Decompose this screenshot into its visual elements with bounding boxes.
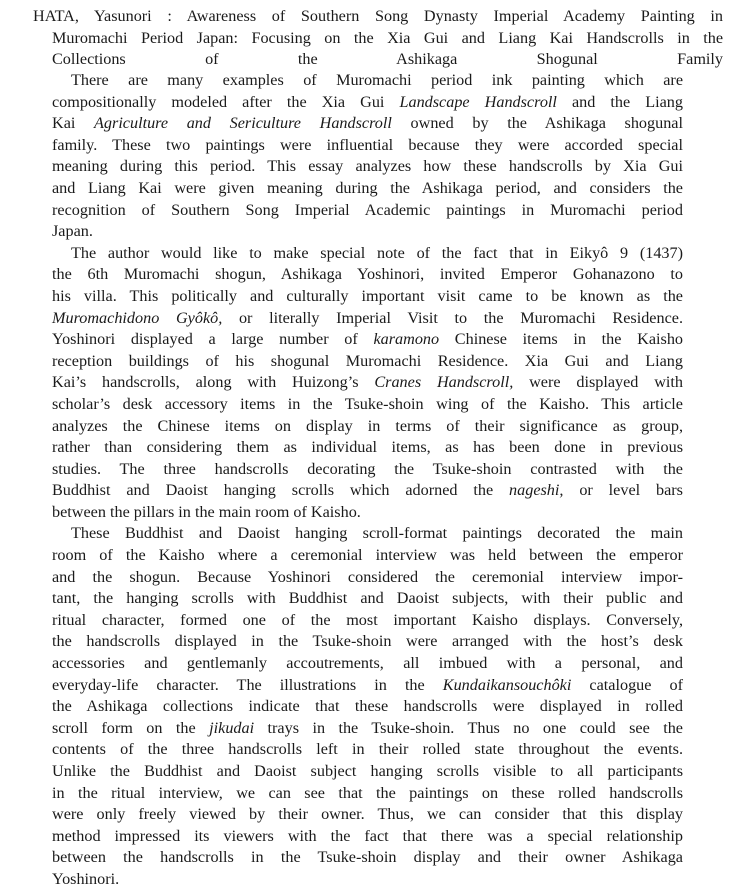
text-run: the Ashikaga collections indicate that these handscrolls were displayed in rolled <box>52 697 683 716</box>
heading-line-1: HATA, Yasunori : Awareness of Southern Song Dynasty Imperial Academy Painting in <box>33 7 723 25</box>
text-run: compositionally modeled after the Xia Gui <box>52 92 400 111</box>
italic-term: jikudai <box>209 718 255 737</box>
text-run: and Liang Kai were given meaning during the Ashikaga period, and considers the <box>52 178 683 197</box>
paragraph-1-line <box>52 200 683 222</box>
text-run: The author would like to make special note of the fact that in Eikyô 9 (1437) <box>71 243 683 262</box>
text-run: family. These two paintings were influential because they were accorded special <box>52 135 683 154</box>
text-run: Kai <box>52 114 95 133</box>
paragraph-2-line <box>52 351 683 373</box>
paragraph-1-line <box>52 113 683 135</box>
text-run: tant, the hanging scrolls with Buddhist and Daoist subjects, with their public and <box>52 589 683 608</box>
paragraph-3-line <box>52 610 683 632</box>
paragraph-2-line <box>52 264 683 286</box>
paragraph-1 <box>52 70 683 243</box>
paragraph-2-line <box>52 286 683 308</box>
text-run: trays in the Tsuke-shoin. Thus no one could see the <box>254 718 683 737</box>
italic-term: karamono <box>373 330 440 349</box>
text-run: Kai’s handscrolls, along with Huizong’s <box>52 373 375 392</box>
text-run: everyday-life character. The illustrations in the <box>52 675 443 694</box>
paragraph-1-line <box>52 178 683 200</box>
paragraph-2-line <box>52 502 683 524</box>
paragraph-1-line <box>52 70 683 92</box>
paragraph-2-line <box>52 372 683 394</box>
text-run: These Buddhist and Daoist hanging scroll-format paintings decorated the main <box>71 524 683 543</box>
text-run: or literally Imperial Visit to the Muromachi Residence. <box>222 308 683 327</box>
italic-term: nageshi, <box>509 481 564 500</box>
paragraph-3-line <box>52 826 683 848</box>
paragraph-2-line <box>52 480 683 502</box>
text-run: the 6th Muromachi shogun, Ashikaga Yoshinori, invited Emperor Gohanazono to <box>52 265 683 284</box>
text-run: room of the Kaisho where a ceremonial interview was held between the emperor <box>52 546 683 565</box>
text-run: rather than considering them as individual items, as has been done in previous <box>52 438 683 457</box>
paragraph-3 <box>52 523 683 890</box>
abstract-body <box>52 70 683 891</box>
text-run: meaning during this period. This essay analyzes how these handscrolls by Xia Gui <box>52 157 683 176</box>
text-run: method impressed its viewers with the fact that there was a special relationship <box>52 826 683 845</box>
paragraph-2-line <box>52 394 683 416</box>
paragraph-3-line <box>52 761 683 783</box>
text-run: There are many examples of Muromachi period ink painting which are <box>71 71 683 89</box>
text-run: recognition of Southern Song Imperial Academic paintings in Muromachi period <box>52 200 683 219</box>
text-run: the handscrolls displayed in the Tsuke-shoin were arranged with the host’s desk <box>52 632 683 651</box>
article-heading <box>33 6 723 71</box>
paragraph-1-line <box>52 156 683 178</box>
italic-term: Landscape Handscroll <box>399 92 557 111</box>
text-run: were displayed with <box>513 373 683 392</box>
text-run: scholar’s desk accessory items in the Tsuke-shoin wing of the Kaisho. This article <box>52 394 683 413</box>
text-run: and the Liang <box>556 92 683 111</box>
paragraph-3-line <box>52 631 683 653</box>
paragraph-3-line <box>52 869 683 891</box>
paragraph-3-line <box>52 675 683 697</box>
text-run: owned by the Ashikaga shogunal <box>391 114 683 133</box>
italic-term: Muromachidono Gyôkô, <box>52 308 223 327</box>
paragraph-2-line <box>52 437 683 459</box>
paragraph-3-line <box>52 739 683 761</box>
text-run: catalogue of <box>571 675 683 694</box>
text-run: Unlike the Buddhist and Daoist subject hanging scrolls visible to all participants <box>52 762 683 780</box>
text-run: between the pillars in the main room of Kaisho. <box>52 502 361 521</box>
paragraph-3-line <box>52 653 683 675</box>
paragraph-3-line <box>52 545 683 567</box>
paragraph-1-line <box>52 221 683 243</box>
italic-term: Kundaikansouchôki <box>442 675 572 694</box>
italic-term: Cranes Handscroll, <box>374 373 514 392</box>
paragraph-3-line <box>52 588 683 610</box>
paragraph-1-line <box>52 92 683 114</box>
text-run: his villa. This politically and culturally important visit came to be known as the <box>52 286 683 305</box>
paragraph-2-line <box>52 459 683 481</box>
text-run: analyzes the Chinese items on display in terms of their significance as group, <box>52 416 683 435</box>
text-run: Buddhist and Daoist hanging scrolls which adorned the <box>52 481 510 500</box>
paragraph-3-line <box>52 696 683 718</box>
paragraph-2-line <box>52 329 683 351</box>
text-run: Yoshinori. <box>52 869 120 888</box>
heading-line-2: Muromachi Period Japan: Focusing on the Xia Gui and Liang Kai Handscrolls in the <box>52 28 723 47</box>
text-run: ritual character, formed one of the most important Kaisho displays. Conversely, <box>52 610 683 629</box>
paragraph-2 <box>52 243 683 524</box>
paragraph-1-line <box>52 135 683 157</box>
text-run: or level bars <box>563 481 683 500</box>
paragraph-3-line <box>52 804 683 826</box>
text-run: Yoshinori displayed a large number of <box>52 330 374 349</box>
heading-line-3: Collections of the Ashikaga Shogunal Family <box>52 50 723 69</box>
text-run: reception buildings of his shogunal Muromachi Residence. Xia Gui and Liang <box>52 351 683 370</box>
text-run: were only freely viewed by their owner. Thus, we can consider that this display <box>52 805 683 824</box>
paragraph-3-line <box>52 847 683 869</box>
paragraph-3-line <box>52 567 683 589</box>
paragraph-2-line <box>52 416 683 438</box>
paragraph-3-line <box>52 783 683 805</box>
paragraph-2-line <box>52 308 683 330</box>
text-run: scroll form on the <box>52 718 210 737</box>
italic-term: Agriculture and Sericulture Handscroll <box>94 114 392 133</box>
text-run: and the shogun. Because Yoshinori considered the ceremonial interview impor- <box>52 567 683 586</box>
paragraph-3-line <box>52 718 683 740</box>
paragraph-2-line <box>52 243 683 265</box>
text-run: contents of the three handscrolls left in their rolled state throughout the events. <box>52 740 683 759</box>
text-run: between the handscrolls in the Tsuke-shoin display and their owner Ashikaga <box>52 848 683 867</box>
text-run: accessories and gentlemanly accoutrements, all imbued with a personal, and <box>52 654 683 673</box>
text-run: studies. The three handscrolls decorating the Tsuke-shoin contrasted with the <box>52 459 683 478</box>
text-run: in the ritual interview, we can see that the paintings on these rolled handscrolls <box>52 783 683 802</box>
text-run: Chinese items in the Kaisho <box>439 330 684 349</box>
paragraph-3-line <box>52 523 683 545</box>
text-run: Japan. <box>52 222 93 241</box>
